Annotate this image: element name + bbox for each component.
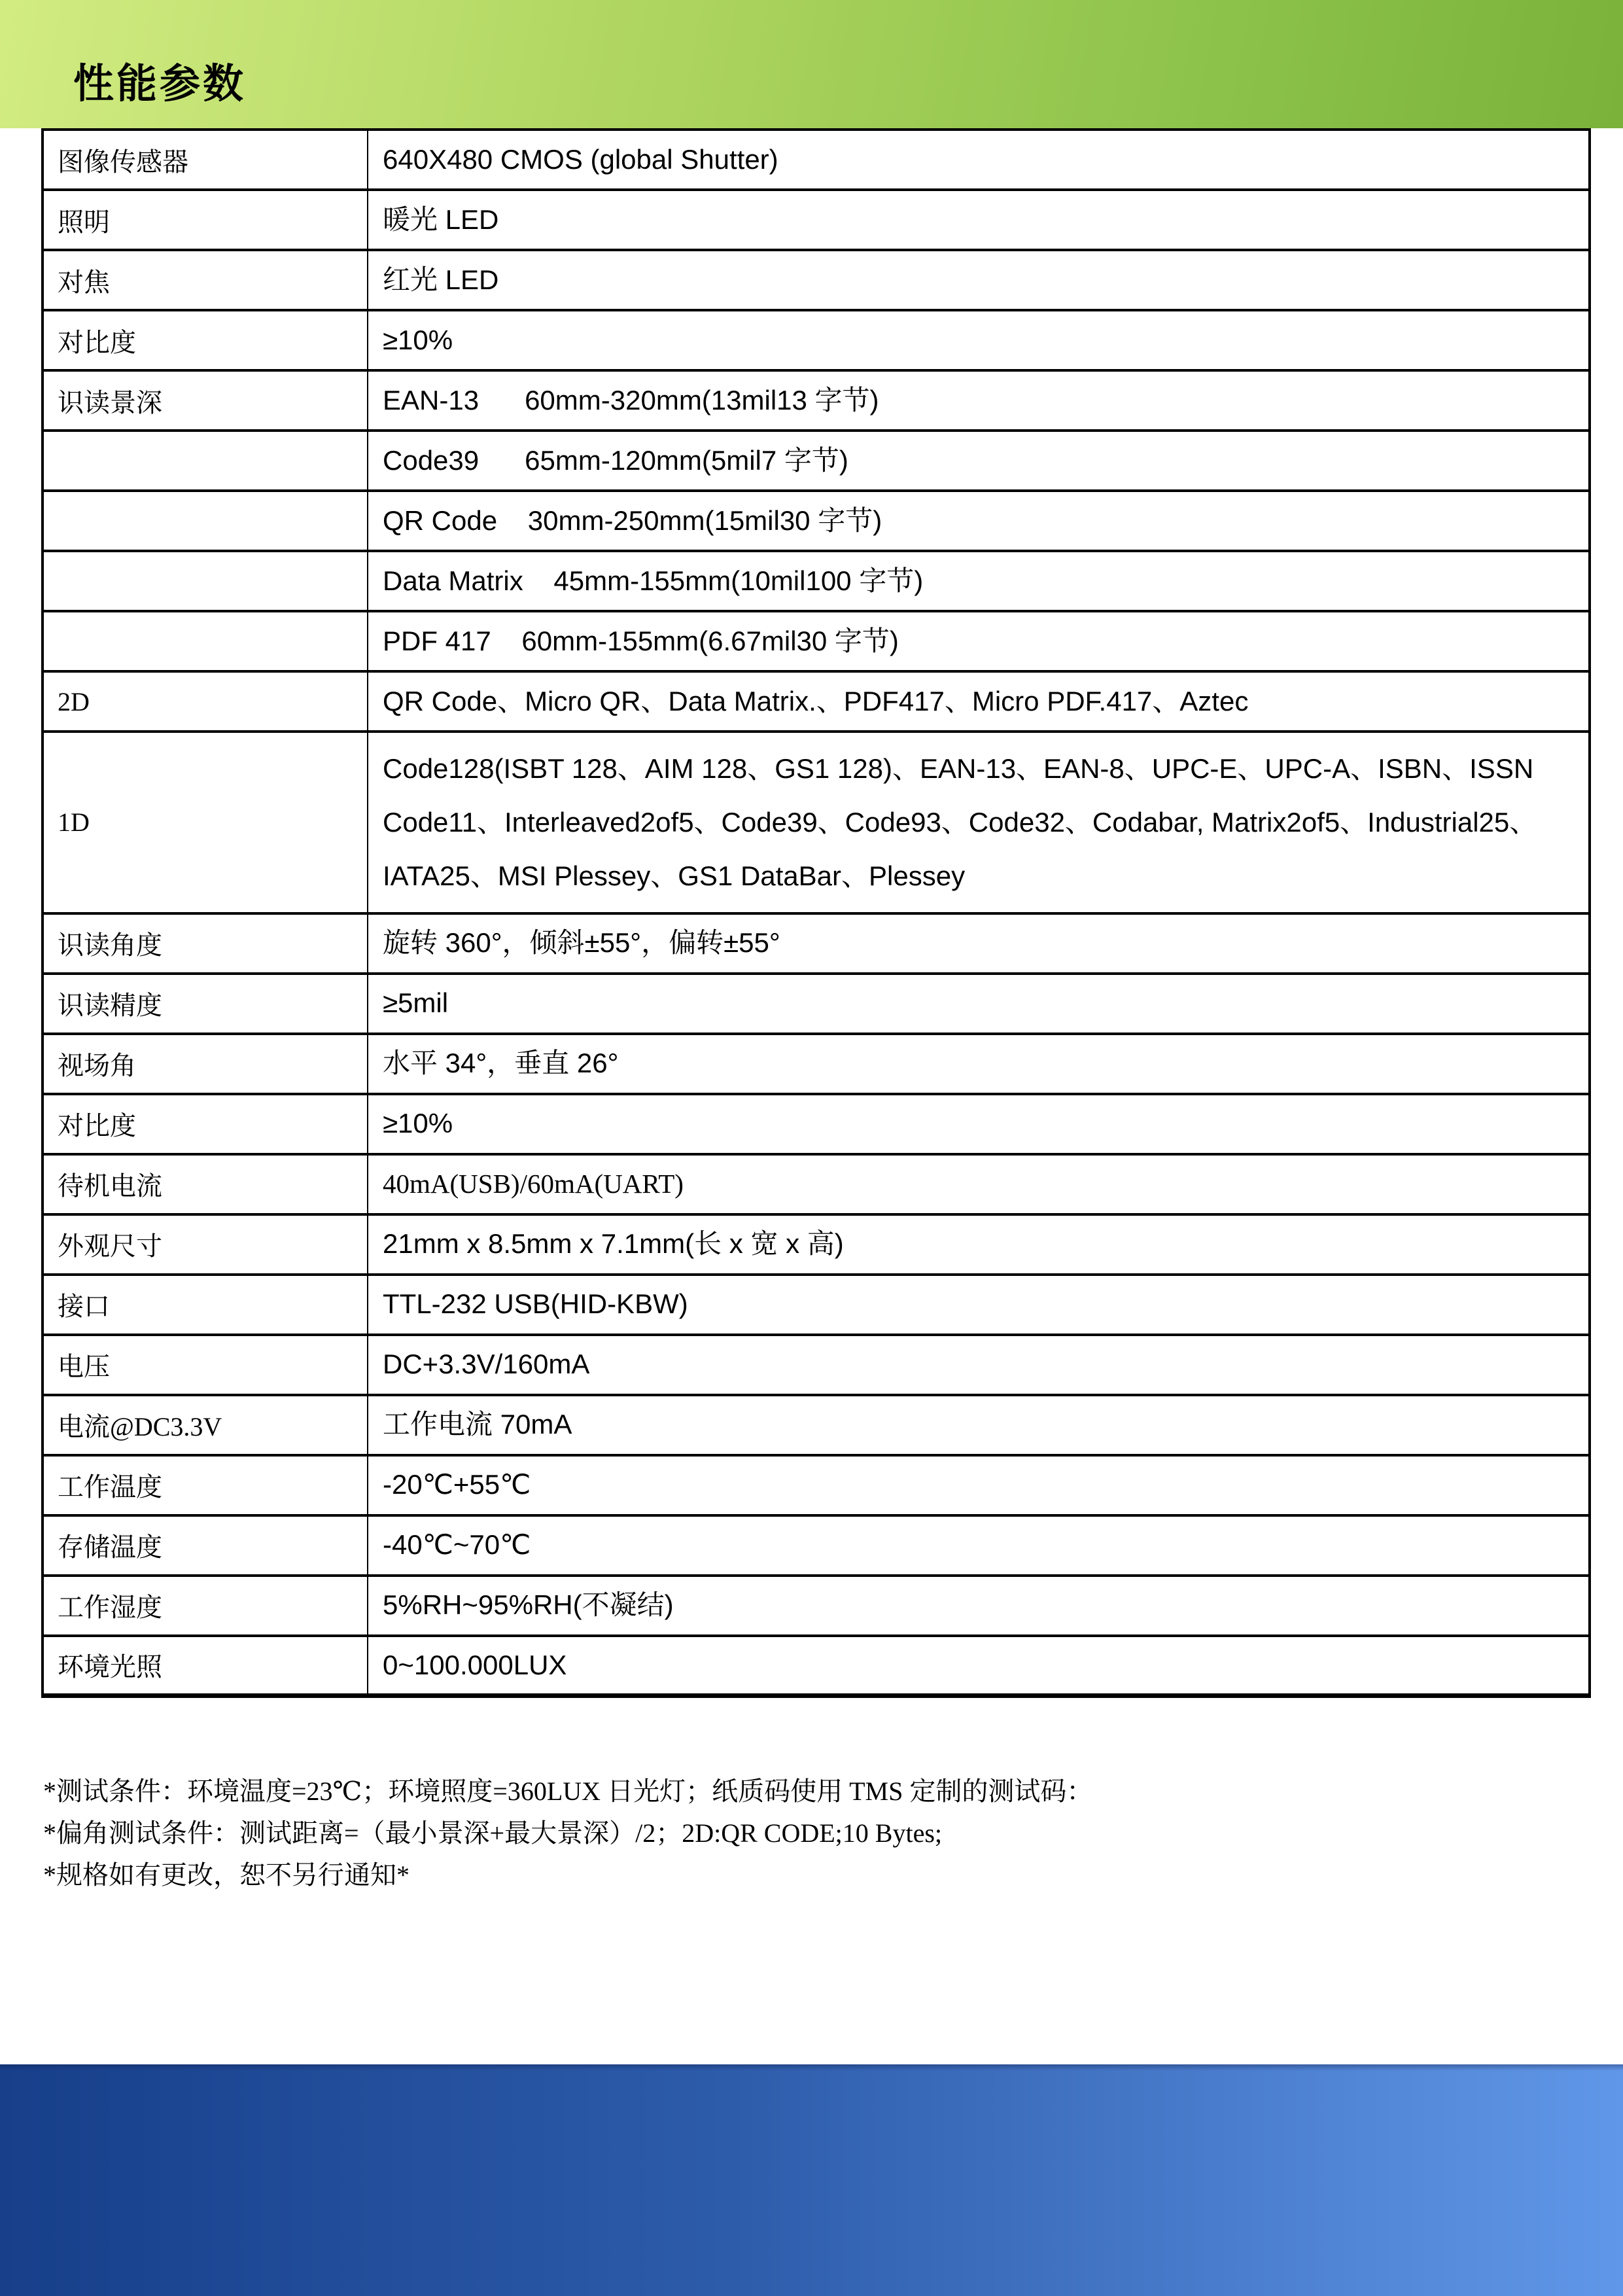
table-row xyxy=(43,1576,1590,1636)
table-row xyxy=(43,370,1590,431)
spec-label: 待机电流 xyxy=(43,1154,368,1214)
spec-value: 0~100.000LUX xyxy=(368,1636,1590,1696)
table-row xyxy=(43,671,1590,732)
spec-label: 照明 xyxy=(43,190,368,250)
spec-label: 环境光照 xyxy=(43,1636,368,1696)
table-row xyxy=(43,431,1590,491)
spec-value: QR Code、Micro QR、Data Matrix.、PDF417、Micro PDF.417、Aztec xyxy=(368,671,1590,732)
spec-value: 水平 34°，垂直 26° xyxy=(368,1034,1590,1094)
spec-label: 对比度 xyxy=(43,1094,368,1154)
spec-value: ≥5mil xyxy=(368,974,1590,1034)
spec-table-body xyxy=(43,130,1590,1696)
spec-value: ≥10% xyxy=(368,1094,1590,1154)
table-row xyxy=(43,1515,1590,1576)
spec-label xyxy=(43,551,368,611)
spec-label: 对焦 xyxy=(43,250,368,310)
spec-label: 工作温度 xyxy=(43,1455,368,1515)
table-row xyxy=(43,1335,1590,1395)
footnote-line: *偏角测试条件：测试距离=（最小景深+最大景深）/2；2D:QR CODE;10 Bytes; xyxy=(43,1818,943,1848)
table-row xyxy=(43,250,1590,310)
spec-value: Data Matrix 45mm-155mm(10mil100 字节) xyxy=(368,551,1590,611)
table-row xyxy=(43,913,1590,974)
page-title: 性能参数 xyxy=(73,62,247,107)
spec-value: Code39 65mm-120mm(5mil7 字节) xyxy=(368,431,1590,491)
spec-value: 640X480 CMOS (global Shutter) xyxy=(383,143,778,175)
spec-label: 识读精度 xyxy=(43,974,368,1034)
spec-value: 5%RH~95%RH(不凝结) xyxy=(368,1576,1590,1636)
spec-value: ≥10% xyxy=(368,310,1590,370)
spec-value: EAN-13 60mm-320mm(13mil13 字节) xyxy=(368,370,1590,431)
header-band xyxy=(0,0,1623,128)
spec-value: 40mA(USB)/60mA(UART) xyxy=(368,1154,1590,1214)
spec-label: 识读角度 xyxy=(43,913,368,974)
table-row xyxy=(43,611,1590,671)
spec-value: QR Code 30mm-250mm(15mil30 字节) xyxy=(368,491,1590,551)
spec-label: 识读景深 xyxy=(43,370,368,431)
spec-value: TTL-232 USB(HID-KBW) xyxy=(368,1275,1590,1335)
table-row xyxy=(43,1636,1590,1696)
spec-label: 工作湿度 xyxy=(43,1576,368,1636)
spec-value: Code128(ISBT 128、AIM 128、GS1 128)、EAN-13、EAN-8、UPC-E、UPC-A、ISBN、ISSN Code11、Interleaved2of5、Code39、Code93、Code32、Codabar, Matrix2of5、Industrial25、IATA25、MSI Plessey、GS1 DataBar、Plessey xyxy=(368,732,1590,913)
spec-label: 对比度 xyxy=(43,310,368,370)
spec-label: 接口 xyxy=(43,1275,368,1335)
spec-value: 旋转 360°，倾斜±55°，偏转±55° xyxy=(368,913,1590,974)
spec-label: 电流@DC3.3V xyxy=(43,1395,368,1455)
spec-value: 工作电流 70mA xyxy=(368,1395,1590,1455)
spec-value: PDF 417 60mm-155mm(6.67mil30 字节) xyxy=(368,611,1590,671)
spec-label: 图像传感器 xyxy=(43,130,368,190)
spec-label: 视场角 xyxy=(43,1034,368,1094)
table-row xyxy=(43,491,1590,551)
footnote-line: *规格如有更改，恕不另行通知* xyxy=(43,1860,410,1890)
table-row xyxy=(43,1154,1590,1214)
spec-value: 暖光 LED xyxy=(368,190,1590,250)
table-row xyxy=(43,1395,1590,1455)
table-row xyxy=(43,130,1590,190)
spec-label: 1D xyxy=(43,732,368,913)
spec-value: 21mm x 8.5mm x 7.1mm(长 x 宽 x 高) xyxy=(368,1214,1590,1275)
spec-label: 电压 xyxy=(43,1335,368,1395)
footnotes xyxy=(43,1771,1580,1896)
spec-value: 红光 LED xyxy=(368,250,1590,310)
footnote-line: *测试条件：环境温度=23℃；环境照度=360LUX 日光灯；纸质码使用 TMS 定制的测试码： xyxy=(43,1776,1093,1806)
spec-label: 存储温度 xyxy=(43,1515,368,1576)
table-row xyxy=(43,190,1590,250)
table-row xyxy=(43,1455,1590,1515)
table-row xyxy=(43,1214,1590,1275)
spec-label xyxy=(43,431,368,491)
spec-label xyxy=(43,611,368,671)
table-row xyxy=(43,1094,1590,1154)
table-row xyxy=(43,1034,1590,1094)
table-row xyxy=(43,974,1590,1034)
spec-table xyxy=(41,128,1591,1698)
table-row xyxy=(43,551,1590,611)
spec-label: 外观尺寸 xyxy=(43,1214,368,1275)
spec-value: -20℃+55℃ xyxy=(368,1455,1590,1515)
spec-value: DC+3.3V/160mA xyxy=(368,1335,1590,1395)
table-row xyxy=(43,732,1590,913)
spec-label: 2D xyxy=(43,671,368,732)
spec-label xyxy=(43,491,368,551)
table-row xyxy=(43,310,1590,370)
footer-band xyxy=(0,2064,1623,2296)
spec-value: -40℃~70℃ xyxy=(368,1515,1590,1576)
table-row xyxy=(43,1275,1590,1335)
